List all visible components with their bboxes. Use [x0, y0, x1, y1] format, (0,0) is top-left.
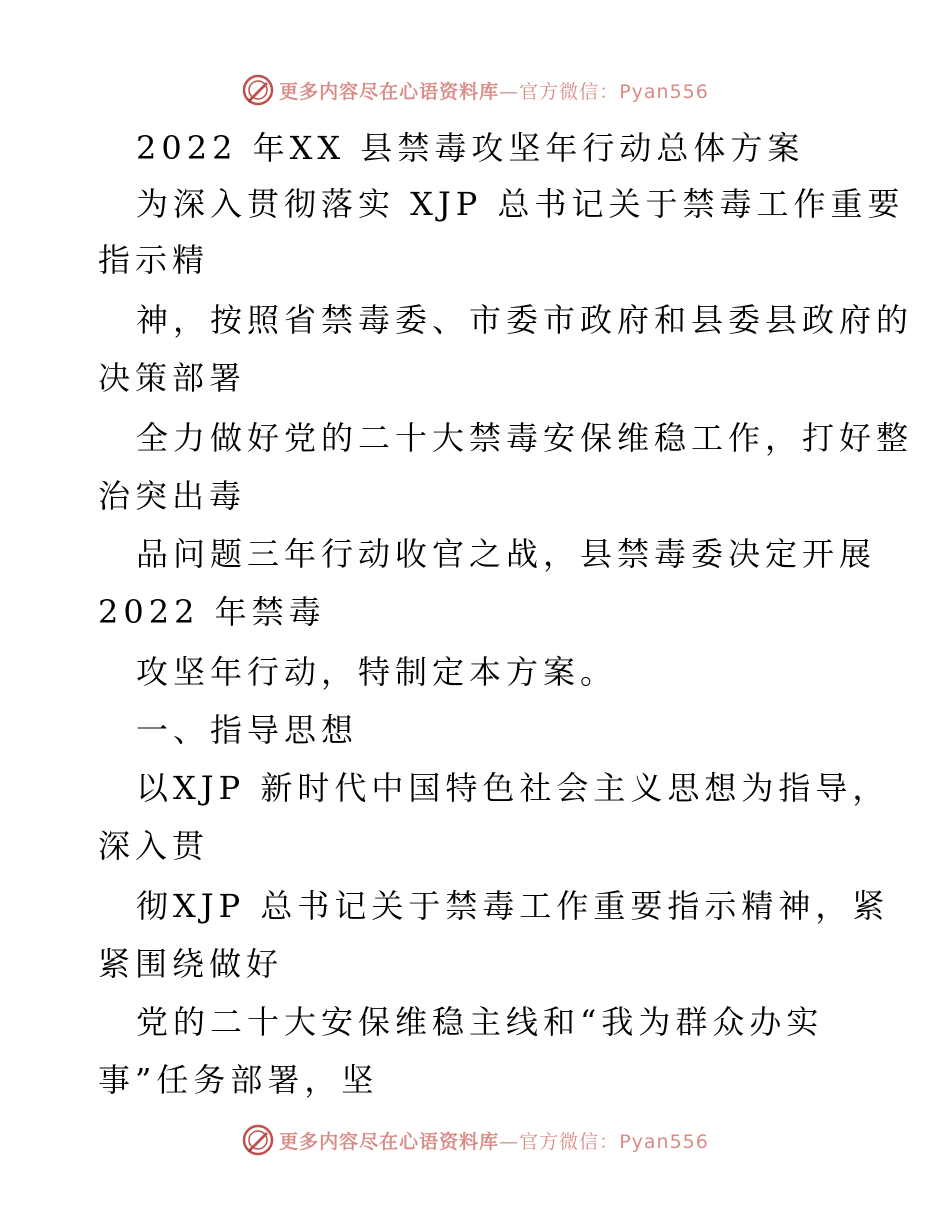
- paragraph-line: 治突出毒: [98, 477, 247, 515]
- pen-logo-icon: [241, 1123, 275, 1157]
- watermark-title: 更多内容尽在心语资料库: [279, 80, 500, 103]
- paragraph-line: 党的二十大安保维稳主线和“我为群众办实: [136, 1003, 824, 1041]
- paragraph-line: 深入贯: [98, 827, 210, 865]
- watermark-wechat-label: 官方微信：: [519, 1130, 620, 1153]
- document-title: 2022 年XX 县禁毒攻坚年行动总体方案: [136, 129, 805, 167]
- paragraph-line: 指示精: [98, 241, 210, 279]
- watermark-title: 更多内容尽在心语资料库: [279, 1130, 500, 1153]
- watermark-wechat-label: 官方微信：: [519, 80, 620, 103]
- paragraph-line: 攻坚年行动，特制定本方案。: [136, 653, 618, 691]
- paragraph-line: 彻XJP 总书记关于禁毒工作重要指示精神，紧: [136, 887, 890, 925]
- pen-logo-icon: [241, 73, 275, 107]
- paragraph-line: 为深入贯彻落实 XJP 总书记关于禁毒工作重要: [136, 185, 905, 223]
- paragraph-line: 以XJP 新时代中国特色社会主义思想为指导，: [136, 769, 890, 807]
- watermark-wechat-id: Pyan556: [619, 1130, 709, 1153]
- header-watermark: [0, 70, 950, 110]
- paragraph-line: 2022 年禁毒: [98, 593, 326, 631]
- paragraph-line: 全力做好党的二十大禁毒安保维稳工作，打好整: [136, 419, 914, 457]
- footer-watermark: [0, 1120, 950, 1160]
- paragraph-line: 神，按照省禁毒委、市委市政府和县委县政府的: [136, 301, 914, 339]
- paragraph-line: 紧围绕做好: [98, 945, 284, 983]
- watermark-separator: —: [499, 80, 520, 103]
- paragraph-line: 事”任务部署，坚: [98, 1061, 379, 1099]
- watermark-wechat-id: Pyan556: [619, 80, 709, 103]
- paragraph-line: 决策部署: [98, 359, 247, 397]
- watermark-separator: —: [499, 1130, 520, 1153]
- paragraph-line: 品问题三年行动收官之战，县禁毒委决定开展: [136, 535, 877, 573]
- section-heading: 一、指导思想: [136, 711, 359, 749]
